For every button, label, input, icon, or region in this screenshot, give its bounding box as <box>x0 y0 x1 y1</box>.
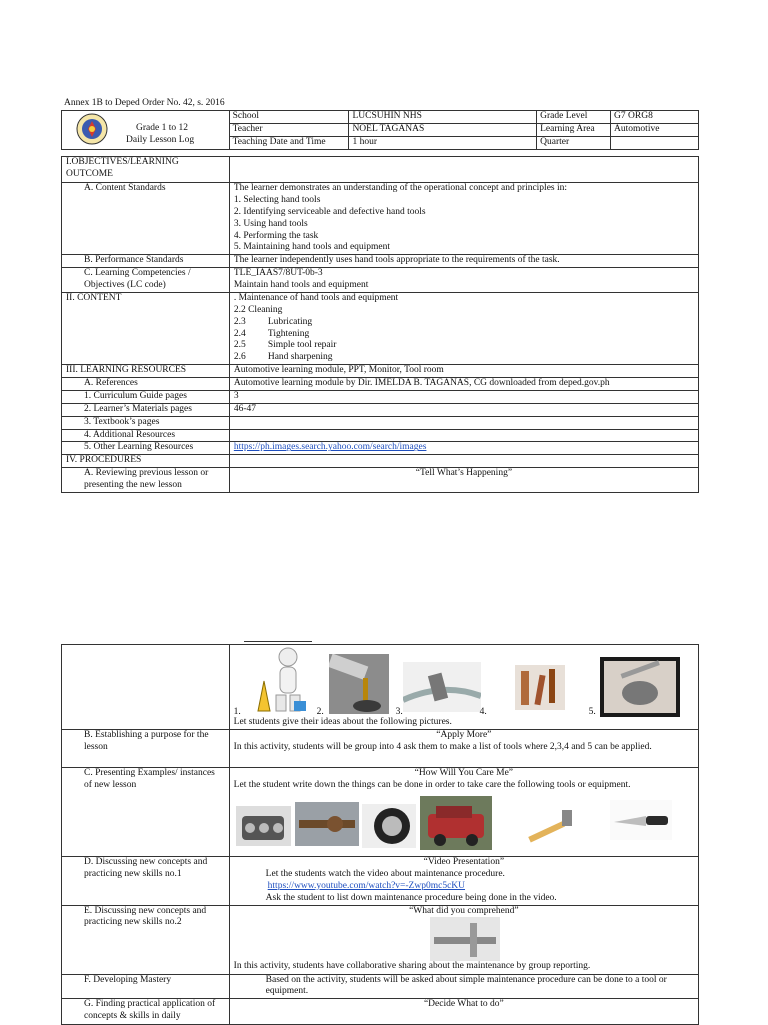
learning-area-value: Automotive <box>611 123 699 136</box>
proc-e-label: E. Discussing new concepts and practicing new skills no.2 <box>62 905 230 974</box>
proc-c-title: “How Will You Care Me” <box>414 768 514 778</box>
cs-line: 2. Identifying serviceable and defective hand tools <box>233 206 426 217</box>
proc-e-title: “What did you comprehend” <box>409 905 519 916</box>
other-resources-label: 5. Other Learning Resources <box>62 442 230 455</box>
procedures-title: IV. PROCEDURES <box>62 455 230 468</box>
knife-icon <box>610 800 672 840</box>
proc-c-label: C. Presenting Examples/ instances of new lesson <box>62 768 230 857</box>
lc-code: TLE_IAAS7/8UT-0b-3 <box>233 268 323 279</box>
cs-line: The learner demonstrates an understanding of the operational concept and principles in: <box>233 183 568 193</box>
engine-icon <box>236 806 291 846</box>
quarter-key: Quarter <box>537 136 611 149</box>
content-item-num: 2.6 <box>233 352 246 363</box>
grade-level-key: Grade Level <box>537 111 611 124</box>
other-resources-link[interactable]: https://ph.images.search.yahoo.com/search/images <box>233 442 427 453</box>
date-time-value: 1 hour <box>349 136 537 149</box>
proc-d-title: “Video Presentation” <box>423 857 505 867</box>
hammer-icon <box>524 806 580 846</box>
proc-b-title: “Apply More” <box>436 730 492 740</box>
school-key: School <box>229 111 349 124</box>
teacher-key: Teacher <box>229 123 349 136</box>
curriculum-value: 3 <box>229 390 698 403</box>
date-time-key: Teaching Date and Time <box>229 136 349 149</box>
proc-b-label: B. Establishing a purpose for the lesson <box>62 730 230 768</box>
textbook-label: 3. Textbook’s pages <box>62 416 230 429</box>
objectives-title: I.OBJECTIVES/LEARNING OUTCOME <box>62 157 230 183</box>
content-item <box>234 352 694 364</box>
content-line: . Maintenance of hand tools and equipment <box>233 292 399 303</box>
proc-c-text: Let the student write down the things can be done in order to take care the following tools or equipment. <box>233 779 631 790</box>
proc-g-title: “Decide What to do” <box>229 999 698 1025</box>
curriculum-label: 1. Curriculum Guide pages <box>62 390 230 403</box>
header-brand <box>62 111 230 150</box>
cs-line: 5. Maintaining hand tools and equipment <box>233 242 391 253</box>
content-item-text: Tightening <box>267 328 310 339</box>
tie-rod-icon <box>295 802 359 846</box>
content-item <box>234 340 694 352</box>
divider <box>244 641 312 642</box>
proc-a-text: Let students give their ideas about the following pictures. <box>233 717 452 727</box>
proc-f-label: F. Developing Mastery <box>62 974 230 999</box>
proc-d-text1: Let the students watch the video about maintenance procedure. <box>265 868 505 879</box>
tire-icon <box>362 804 416 848</box>
pic-num: 1. <box>233 707 241 717</box>
content-item-num: 2.3 <box>233 316 246 327</box>
car-icon <box>420 796 492 850</box>
pic-num: 5. <box>588 707 596 717</box>
pic-num: 3. <box>395 707 403 717</box>
proc-g-label: G. Finding practical application of concepts & skills in daily <box>62 999 230 1025</box>
sharpening-icon <box>600 657 680 717</box>
textbook-value <box>229 416 698 429</box>
deped-seal-icon <box>76 113 108 145</box>
proc-b-text: In this activity, students will be group into 4 ask them to make a list of tools where 2,3,4 and 5 can be applied. <box>233 741 652 752</box>
lesson-table-2 <box>61 644 699 1025</box>
learning-area-key: Learning Area <box>537 123 611 136</box>
dll-label: Daily Lesson Log <box>126 135 195 145</box>
cleaning-figure-icon <box>250 645 310 715</box>
cs-line: 4. Performing the task <box>233 230 319 241</box>
resources-title: III. LEARNING RESOURCES <box>62 365 230 378</box>
performance-value: The learner independently uses hand tools appropriate to the requirements of the task. <box>229 255 698 268</box>
lesson-table-1 <box>61 156 699 493</box>
lc-text: Maintain hand tools and equipment <box>233 280 369 290</box>
oil-pour-icon <box>329 654 389 714</box>
additional-value <box>229 429 698 442</box>
video-link[interactable]: https://www.youtube.com/watch?v=-Zwp0mc5cKU <box>267 880 466 891</box>
resources-title-value: Automotive learning module, PPT, Monitor, Tool room <box>229 365 698 378</box>
competencies-label: C. Learning Competencies / Objectives (LC code) <box>62 268 230 293</box>
quarter-value <box>611 136 699 149</box>
pic-num: 4. <box>479 707 487 717</box>
content-item-num: 2.4 <box>233 328 246 339</box>
lm-pages-value: 46-47 <box>229 403 698 416</box>
proc-a-label: A. Reviewing previous lesson or presenting the new lesson <box>62 468 230 493</box>
proc-d-label: D. Discussing new concepts and practicing new skills no.1 <box>62 857 230 906</box>
teacher-value: NOEL TAGANAS <box>349 123 537 136</box>
content-item <box>234 317 694 329</box>
content-item-text: Hand sharpening <box>267 352 333 363</box>
proc-a-title: “Tell What’s Happening” <box>229 468 698 493</box>
content-title: II. CONTENT <box>62 292 230 364</box>
content-standards <box>229 183 698 255</box>
hammer-repair-icon <box>515 665 565 710</box>
content-list <box>229 292 698 364</box>
content-item <box>234 329 694 341</box>
grade-level-value: G7 ORG8 <box>611 111 699 124</box>
content-item-text: Simple tool repair <box>267 340 337 351</box>
understand-tiles-icon <box>430 917 500 961</box>
annex-note: Annex 1B to Deped Order No. 42, s. 2016 <box>64 98 225 108</box>
wrench-pipe-icon <box>403 662 481 712</box>
lm-pages-label: 2. Learner’s Materials pages <box>62 403 230 416</box>
references-label: A. References <box>62 378 230 391</box>
proc-d-text2: Ask the student to list down maintenance procedure being done in the video. <box>265 892 557 903</box>
cs-line: 3. Using hand tools <box>233 218 308 229</box>
proc-a-pictures <box>229 645 698 730</box>
content-standards-label: A. Content Standards <box>62 183 230 255</box>
competencies-value <box>229 268 698 293</box>
performance-label: B. Performance Standards <box>62 255 230 268</box>
header-table <box>61 110 699 150</box>
school-value: LUCSUHIN NHS <box>349 111 537 124</box>
proc-e-text: In this activity, students have collaborative sharing about the maintenance by group reporting. <box>233 961 591 972</box>
pic-num: 2. <box>316 707 324 717</box>
proc-f-text: Based on the activity, students will be asked about simple maintenance procedure can be done to a tool or equipment. <box>229 974 698 999</box>
content-item-num: 2.5 <box>233 340 246 351</box>
content-line: 2.2 Cleaning <box>233 304 283 315</box>
references-value: Automotive learning module by Dir. IMELDA B. TAGANAS, CG downloaded from deped.gov.ph <box>229 378 698 391</box>
content-item-text: Lubricating <box>267 316 313 327</box>
additional-label: 4. Additional Resources <box>62 429 230 442</box>
cs-line: 1. Selecting hand tools <box>233 194 321 205</box>
grade-label: Grade 1 to 12 <box>136 123 188 133</box>
